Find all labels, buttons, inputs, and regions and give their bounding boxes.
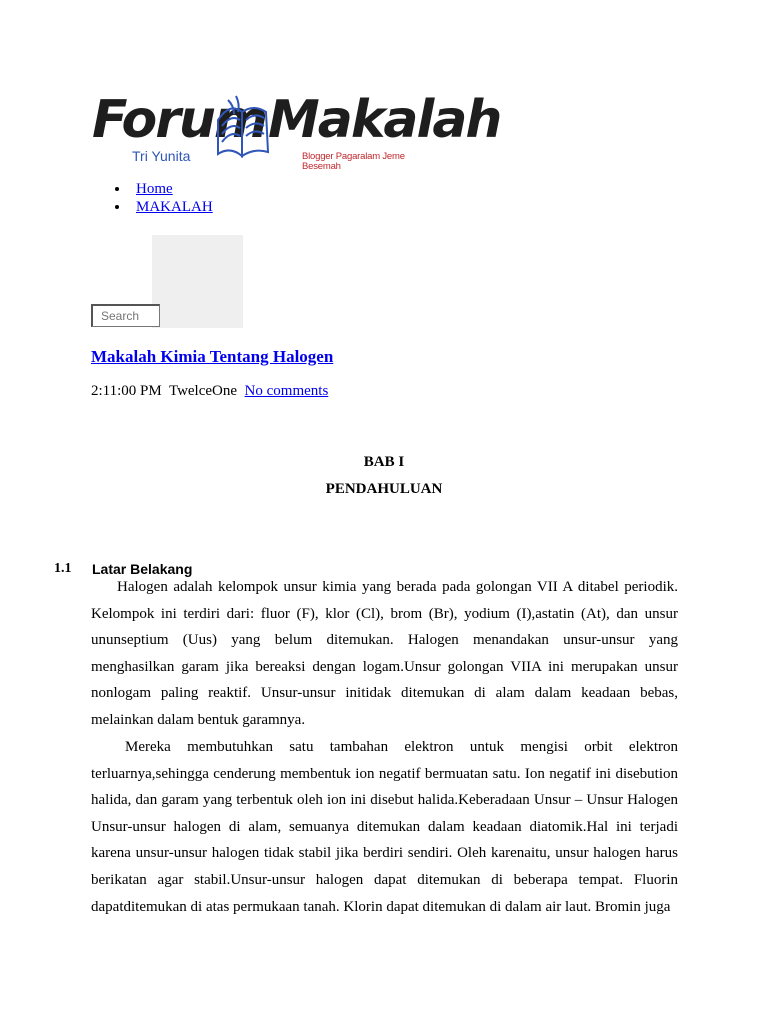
- paragraph-2: [91, 734, 678, 920]
- logo-tagline: Blogger Pagaralam Jeme Besemah: [302, 151, 405, 172]
- post-meta: [91, 383, 328, 400]
- logo-word-makalah: Makalah: [268, 90, 501, 150]
- search-panel: [152, 235, 243, 328]
- nav-item-home: [136, 180, 213, 198]
- comments-link[interactable]: No comments: [244, 383, 329, 399]
- section-number: 1.1: [54, 561, 72, 576]
- logo-subtitle-author: Tri Yunita: [132, 148, 191, 164]
- paragraph-2-text: Mereka membutuhkan satu tambahan elektron untuk mengisi orbit elektron terluarnya,sehingga cenderung membentuk ion negatif bermuatan satu. Ion negatif ini disebution halida, dan garam yang terbentuk oleh ion ini disebut halida.Keberadaan Unsur – Unsur Halogen Unsur-unsur halogen di alam, semuanya ditemukan dalam keadaan diatomik.Hal ini terjadi karena unsur-unsur halogen tidak stabil jika berdiri sendiri. Oleh karenaitu, unsur halogen harus berikatan agar stabil.Unsur-unsur halogen dapat ditemukan di beberapa tempat. Fluorin dapatditemukan di atas permukaan tanah. Klorin dapat ditemukan di dalam air laut. Bromin juga: [91, 739, 678, 915]
- main-nav: [110, 180, 213, 216]
- paragraph-1-text: Halogen adalah kelompok unsur kimia yang berada pada golongan VII A ditabel periodik. Kelompok ini terdiri dari: fluor (F), klor (Cl), brom (Br), yodium (I),astatin (At), dan unsur ununseptium (Uus) yang belum ditemukan. Halogen menandakan unsur-unsur yang menghasilkan garam jika bereaksi dengan logam.Unsur golongan VIIA ini merupakan unsur nonlogam paling reaktif. Unsur-unsur initidak ditemukan di alam dalam keadaan bebas, melainkan dalam bentuk garamnya.: [91, 579, 678, 728]
- open-book-icon: [214, 90, 272, 160]
- post-time: 2:11:00 PM: [91, 383, 162, 399]
- logo-word-forum: Forum: [92, 90, 267, 150]
- section-title: Latar Belakang: [92, 561, 193, 577]
- nav-link-makalah[interactable]: MAKALAH: [136, 199, 213, 215]
- paragraph-1: [91, 574, 678, 734]
- nav-item-makalah: [136, 198, 213, 216]
- search-input[interactable]: [91, 304, 160, 327]
- site-logo[interactable]: [90, 88, 501, 172]
- chapter-title: PENDAHULUAN: [325, 481, 443, 497]
- post-title-link[interactable]: Makalah Kimia Tentang Halogen: [91, 347, 334, 366]
- nav-link-home[interactable]: Home: [136, 181, 173, 197]
- chapter-number: BAB I: [363, 454, 405, 470]
- post-author: TwelceOne: [168, 383, 238, 399]
